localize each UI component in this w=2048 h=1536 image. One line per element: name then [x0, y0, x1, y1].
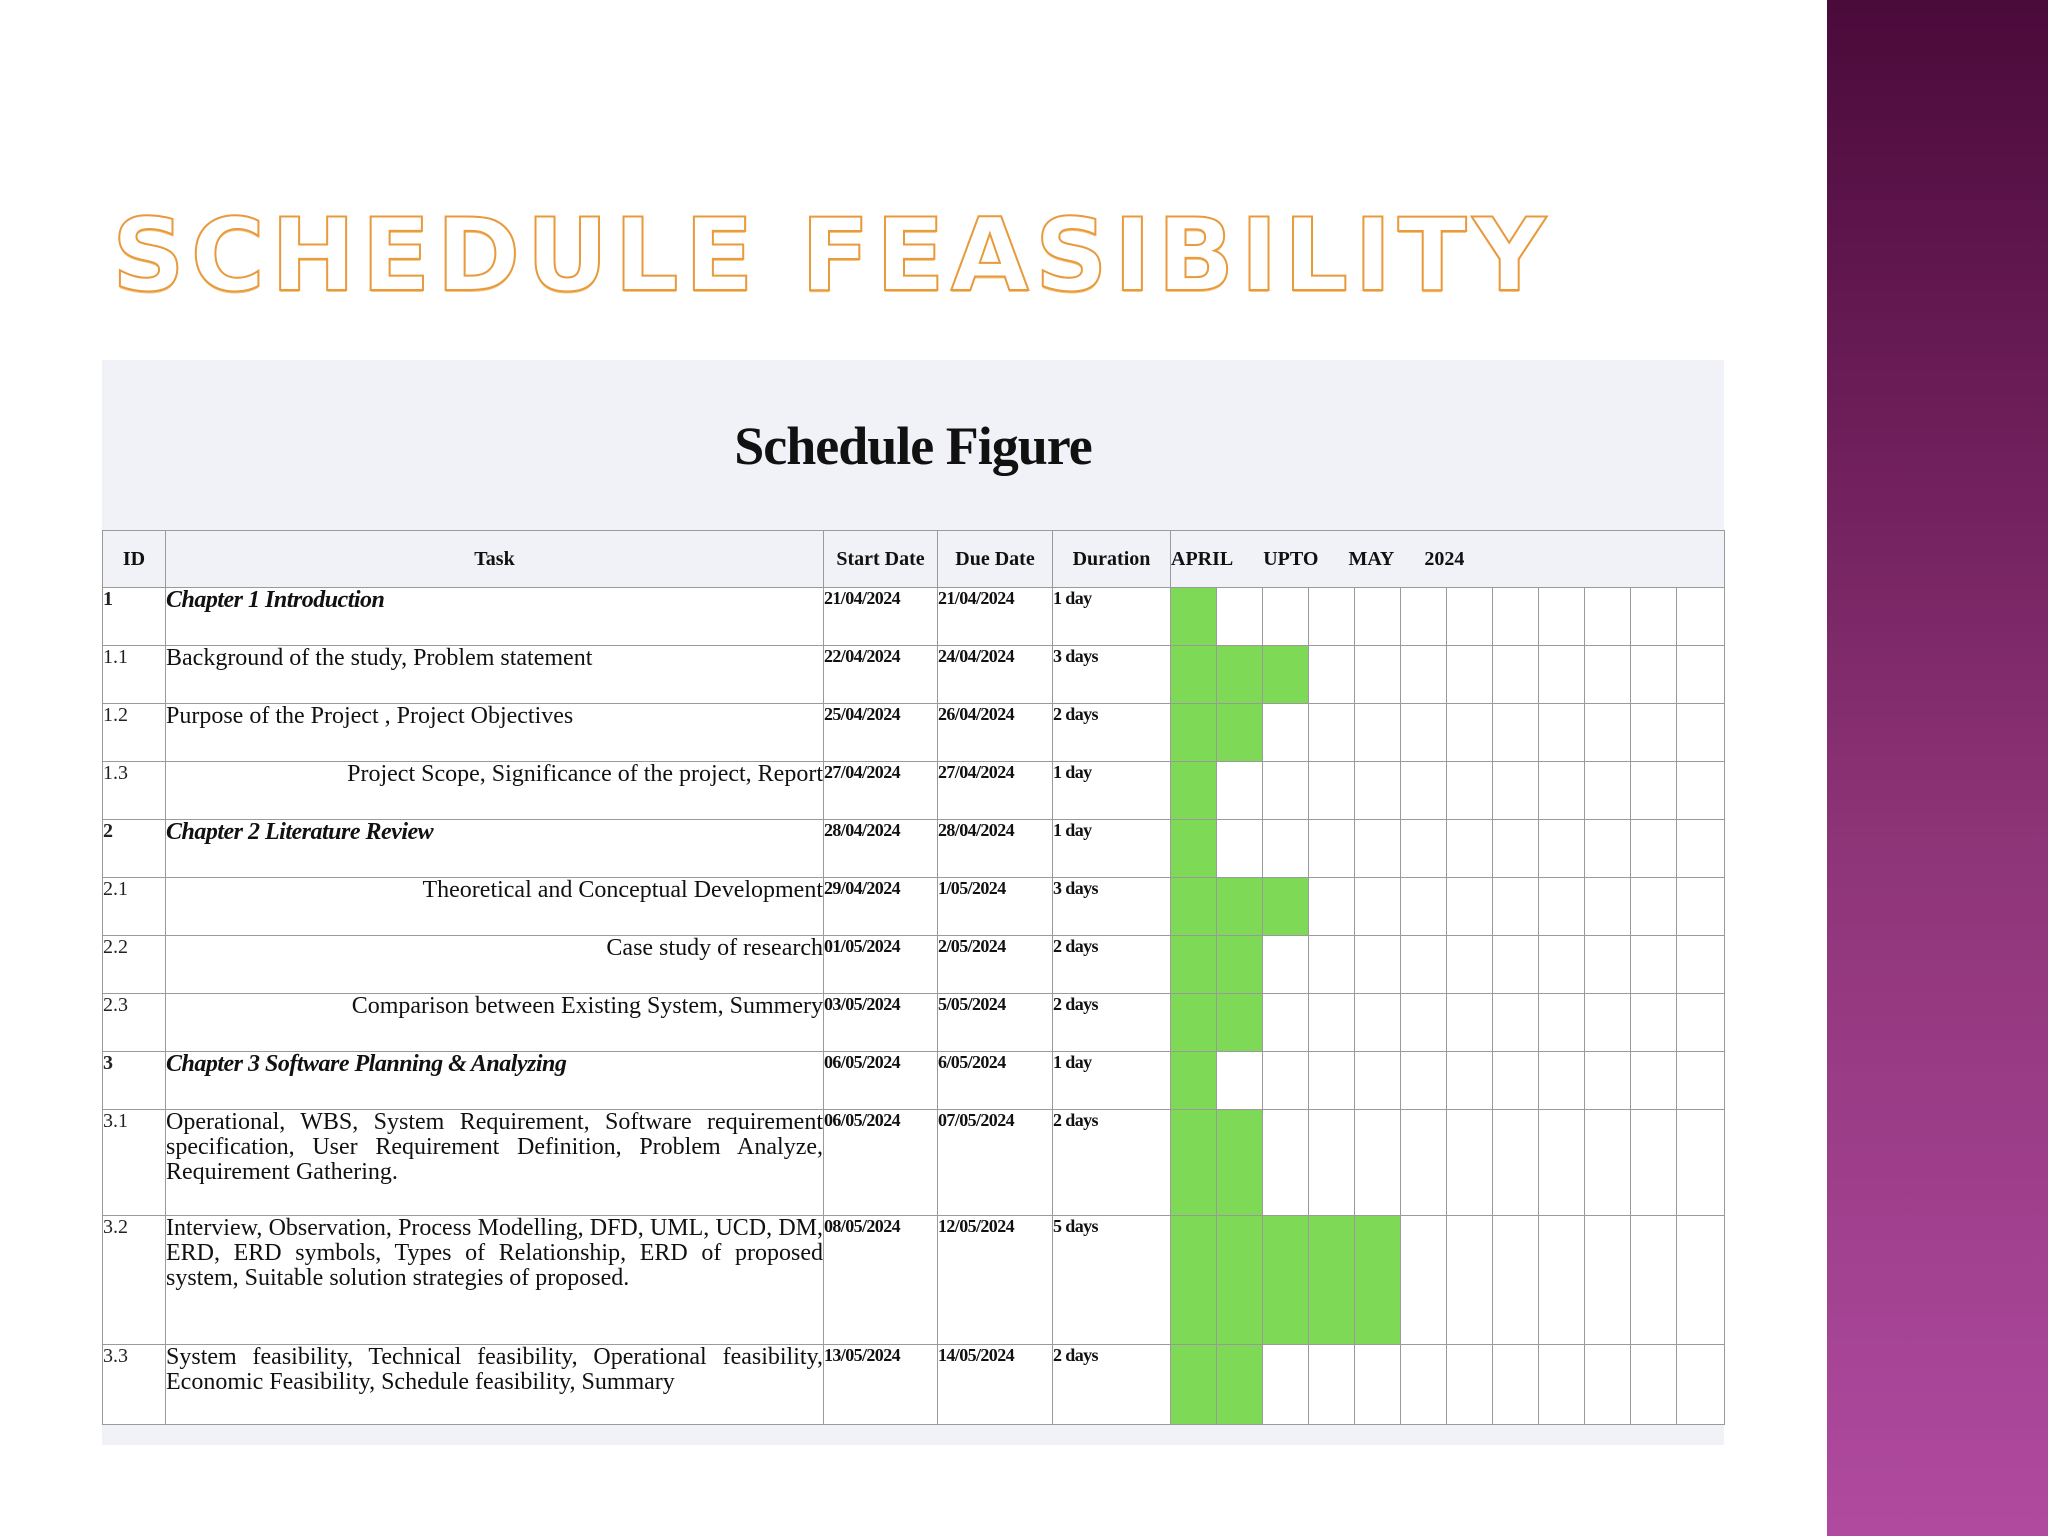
gantt-bar-cell: [1171, 1216, 1217, 1345]
gantt-bar-cell: [1171, 646, 1217, 704]
gantt-empty-cell: [1677, 994, 1725, 1052]
gantt-empty-cell: [1401, 878, 1447, 936]
gantt-bar-cell: [1217, 1216, 1263, 1345]
task-due-date: 07/05/2024: [938, 1110, 1053, 1216]
task-id: 3.3: [103, 1345, 166, 1425]
task-start-date: 06/05/2024: [824, 1052, 938, 1110]
task-id: 3: [103, 1052, 166, 1110]
gantt-empty-cell: [1539, 762, 1585, 820]
table-row: [103, 1052, 1725, 1110]
gantt-empty-cell: [1355, 878, 1401, 936]
gantt-empty-cell: [1401, 704, 1447, 762]
gantt-bar-cell: [1171, 1110, 1217, 1216]
gantt-empty-cell: [1355, 820, 1401, 878]
task-id: 2.2: [103, 936, 166, 994]
gantt-bar-cell: [1171, 994, 1217, 1052]
gantt-empty-cell: [1677, 646, 1725, 704]
task-due-date: 26/04/2024: [938, 704, 1053, 762]
gantt-empty-cell: [1677, 762, 1725, 820]
gantt-empty-cell: [1585, 1345, 1631, 1425]
gantt-empty-cell: [1309, 994, 1355, 1052]
gantt-timeline-header: [1171, 531, 1725, 588]
gantt-empty-cell: [1401, 1110, 1447, 1216]
gantt-empty-cell: [1631, 994, 1677, 1052]
gantt-empty-cell: [1539, 994, 1585, 1052]
gantt-empty-cell: [1447, 1216, 1493, 1345]
gantt-empty-cell: [1447, 1052, 1493, 1110]
gantt-empty-cell: [1631, 1216, 1677, 1345]
task-duration: 1 day: [1053, 588, 1171, 646]
gantt-empty-cell: [1631, 936, 1677, 994]
task-due-date: 14/05/2024: [938, 1345, 1053, 1425]
table-row: [103, 878, 1725, 936]
table-row: [103, 820, 1725, 878]
task-name: Case study of research: [166, 936, 824, 994]
gantt-empty-cell: [1585, 936, 1631, 994]
gantt-empty-cell: [1217, 762, 1263, 820]
gantt-empty-cell: [1585, 646, 1631, 704]
gantt-bar-cell: [1309, 1216, 1355, 1345]
gantt-empty-cell: [1355, 936, 1401, 994]
gantt-empty-cell: [1309, 704, 1355, 762]
task-name: Purpose of the Project , Project Objectives: [166, 704, 824, 762]
gantt-bar-cell: [1171, 820, 1217, 878]
task-duration: 5 days: [1053, 1216, 1171, 1345]
gantt-bar-cell: [1217, 878, 1263, 936]
gantt-empty-cell: [1355, 762, 1401, 820]
gantt-empty-cell: [1263, 994, 1309, 1052]
header-duration: Duration: [1053, 531, 1171, 588]
task-name: Interview, Observation, Process Modelling, DFD, UML, UCD, DM, ERD, ERD symbols, Types of Relationship, ERD of proposed system, Suitable solution strategies of proposed.: [166, 1216, 824, 1345]
gantt-empty-cell: [1631, 588, 1677, 646]
gantt-empty-cell: [1447, 878, 1493, 936]
task-id: 1.1: [103, 646, 166, 704]
task-id: 3.2: [103, 1216, 166, 1345]
gantt-empty-cell: [1631, 704, 1677, 762]
gantt-empty-cell: [1309, 936, 1355, 994]
gantt-empty-cell: [1539, 878, 1585, 936]
gantt-bar-cell: [1217, 646, 1263, 704]
gantt-empty-cell: [1263, 1345, 1309, 1425]
task-due-date: 24/04/2024: [938, 646, 1053, 704]
gantt-empty-cell: [1309, 1345, 1355, 1425]
task-name: Comparison between Existing System, Summery: [166, 994, 824, 1052]
header-due-date: Due Date: [938, 531, 1053, 588]
gantt-empty-cell: [1493, 588, 1539, 646]
table-row: [103, 588, 1725, 646]
gantt-empty-cell: [1493, 1345, 1539, 1425]
gantt-empty-cell: [1355, 1345, 1401, 1425]
gantt-empty-cell: [1263, 820, 1309, 878]
header-task: Task: [166, 531, 824, 588]
gantt-empty-cell: [1677, 1216, 1725, 1345]
gantt-empty-cell: [1447, 1345, 1493, 1425]
gantt-empty-cell: [1585, 878, 1631, 936]
task-duration: 2 days: [1053, 994, 1171, 1052]
gantt-empty-cell: [1309, 878, 1355, 936]
task-duration: 2 days: [1053, 704, 1171, 762]
task-start-date: 22/04/2024: [824, 646, 938, 704]
task-name: Project Scope, Significance of the project, Report: [166, 762, 824, 820]
task-due-date: 28/04/2024: [938, 820, 1053, 878]
gantt-empty-cell: [1493, 704, 1539, 762]
task-start-date: 01/05/2024: [824, 936, 938, 994]
task-id: 2.3: [103, 994, 166, 1052]
gantt-empty-cell: [1263, 936, 1309, 994]
gantt-empty-cell: [1585, 1052, 1631, 1110]
gantt-empty-cell: [1539, 820, 1585, 878]
gantt-empty-cell: [1401, 646, 1447, 704]
task-start-date: 13/05/2024: [824, 1345, 938, 1425]
task-name: Chapter 3 Software Planning & Analyzing: [166, 1052, 824, 1110]
gantt-empty-cell: [1677, 820, 1725, 878]
task-duration: 1 day: [1053, 762, 1171, 820]
gantt-empty-cell: [1217, 588, 1263, 646]
gantt-bar-cell: [1217, 1345, 1263, 1425]
task-name: Chapter 1 Introduction: [166, 588, 824, 646]
gantt-empty-cell: [1447, 1110, 1493, 1216]
task-id: 1.2: [103, 704, 166, 762]
gantt-empty-cell: [1585, 1110, 1631, 1216]
gantt-empty-cell: [1539, 1052, 1585, 1110]
gantt-empty-cell: [1355, 588, 1401, 646]
task-id: 3.1: [103, 1110, 166, 1216]
gantt-empty-cell: [1631, 762, 1677, 820]
gantt-empty-cell: [1217, 820, 1263, 878]
gantt-header-month-start: APRIL: [1171, 547, 1234, 570]
gantt-empty-cell: [1539, 588, 1585, 646]
gantt-empty-cell: [1401, 1216, 1447, 1345]
task-due-date: 6/05/2024: [938, 1052, 1053, 1110]
task-name: Background of the study, Problem statement: [166, 646, 824, 704]
gantt-empty-cell: [1493, 1052, 1539, 1110]
gantt-empty-cell: [1263, 762, 1309, 820]
gantt-empty-cell: [1493, 936, 1539, 994]
gantt-bar-cell: [1217, 994, 1263, 1052]
gantt-empty-cell: [1401, 936, 1447, 994]
table-header-row: [103, 531, 1725, 588]
gantt-bar-cell: [1171, 704, 1217, 762]
gantt-empty-cell: [1401, 762, 1447, 820]
task-duration: 2 days: [1053, 1345, 1171, 1425]
gantt-empty-cell: [1677, 878, 1725, 936]
gantt-empty-cell: [1447, 704, 1493, 762]
gantt-empty-cell: [1493, 994, 1539, 1052]
task-due-date: 12/05/2024: [938, 1216, 1053, 1345]
task-id: 1: [103, 588, 166, 646]
gantt-empty-cell: [1585, 704, 1631, 762]
gantt-empty-cell: [1217, 1052, 1263, 1110]
gantt-empty-cell: [1355, 704, 1401, 762]
table-row: [103, 646, 1725, 704]
gantt-bar-cell: [1263, 1216, 1309, 1345]
task-id: 2: [103, 820, 166, 878]
gantt-empty-cell: [1263, 704, 1309, 762]
gantt-empty-cell: [1539, 646, 1585, 704]
gantt-empty-cell: [1493, 878, 1539, 936]
gantt-bar-cell: [1217, 936, 1263, 994]
decorative-side-band: [1827, 0, 2048, 1536]
task-due-date: 2/05/2024: [938, 936, 1053, 994]
gantt-empty-cell: [1539, 1110, 1585, 1216]
task-start-date: 25/04/2024: [824, 704, 938, 762]
gantt-empty-cell: [1309, 1052, 1355, 1110]
gantt-empty-cell: [1539, 1216, 1585, 1345]
gantt-bar-cell: [1263, 878, 1309, 936]
gantt-bar-cell: [1355, 1216, 1401, 1345]
task-id: 1.3: [103, 762, 166, 820]
gantt-empty-cell: [1493, 1216, 1539, 1345]
task-start-date: 06/05/2024: [824, 1110, 938, 1216]
gantt-header-month-end: MAY: [1348, 547, 1395, 570]
task-due-date: 5/05/2024: [938, 994, 1053, 1052]
gantt-bar-cell: [1171, 1345, 1217, 1425]
gantt-empty-cell: [1585, 820, 1631, 878]
gantt-empty-cell: [1539, 936, 1585, 994]
gantt-empty-cell: [1493, 762, 1539, 820]
gantt-empty-cell: [1631, 1110, 1677, 1216]
gantt-empty-cell: [1447, 646, 1493, 704]
task-name: Operational, WBS, System Requirement, Software requirement specification, User Requirement Definition, Problem Analyze, Requirement Gathering.: [166, 1110, 824, 1216]
task-start-date: 03/05/2024: [824, 994, 938, 1052]
gantt-empty-cell: [1539, 1345, 1585, 1425]
task-start-date: 28/04/2024: [824, 820, 938, 878]
gantt-empty-cell: [1447, 936, 1493, 994]
gantt-bar-cell: [1171, 588, 1217, 646]
task-duration: 3 days: [1053, 878, 1171, 936]
header-start-date: Start Date: [824, 531, 938, 588]
task-name: System feasibility, Technical feasibility, Operational feasibility, Economic Feasibility, Schedule feasibility, Summary: [166, 1345, 824, 1425]
gantt-empty-cell: [1401, 994, 1447, 1052]
table-row: [103, 1216, 1725, 1345]
gantt-empty-cell: [1263, 1110, 1309, 1216]
gantt-empty-cell: [1355, 1110, 1401, 1216]
task-duration: 2 days: [1053, 936, 1171, 994]
gantt-bar-cell: [1217, 704, 1263, 762]
gantt-empty-cell: [1447, 820, 1493, 878]
gantt-empty-cell: [1631, 1345, 1677, 1425]
task-start-date: 08/05/2024: [824, 1216, 938, 1345]
table-row: [103, 704, 1725, 762]
gantt-empty-cell: [1631, 820, 1677, 878]
gantt-bar-cell: [1171, 878, 1217, 936]
task-duration: 2 days: [1053, 1110, 1171, 1216]
gantt-empty-cell: [1631, 878, 1677, 936]
gantt-empty-cell: [1309, 1110, 1355, 1216]
gantt-empty-cell: [1355, 994, 1401, 1052]
gantt-empty-cell: [1677, 1345, 1725, 1425]
task-start-date: 29/04/2024: [824, 878, 938, 936]
task-due-date: 27/04/2024: [938, 762, 1053, 820]
gantt-empty-cell: [1309, 762, 1355, 820]
task-due-date: 21/04/2024: [938, 588, 1053, 646]
gantt-empty-cell: [1355, 1052, 1401, 1110]
header-id: ID: [103, 531, 166, 588]
gantt-empty-cell: [1585, 588, 1631, 646]
gantt-empty-cell: [1355, 646, 1401, 704]
figure-title: Schedule Figure: [734, 416, 1092, 476]
gantt-bar-cell: [1171, 762, 1217, 820]
gantt-empty-cell: [1677, 588, 1725, 646]
table-row: [103, 936, 1725, 994]
slide-title: SCHEDULE FEASIBILITY: [112, 196, 1552, 314]
gantt-empty-cell: [1401, 588, 1447, 646]
gantt-empty-cell: [1401, 1052, 1447, 1110]
gantt-empty-cell: [1585, 762, 1631, 820]
gantt-bar-cell: [1171, 936, 1217, 994]
task-start-date: 27/04/2024: [824, 762, 938, 820]
gantt-empty-cell: [1677, 704, 1725, 762]
table-row: [103, 762, 1725, 820]
gantt-empty-cell: [1493, 1110, 1539, 1216]
task-duration: 3 days: [1053, 646, 1171, 704]
gantt-empty-cell: [1401, 1345, 1447, 1425]
gantt-empty-cell: [1447, 762, 1493, 820]
table-row: [103, 1110, 1725, 1216]
gantt-bar-cell: [1171, 1052, 1217, 1110]
task-start-date: 21/04/2024: [824, 588, 938, 646]
gantt-empty-cell: [1539, 704, 1585, 762]
task-due-date: 1/05/2024: [938, 878, 1053, 936]
gantt-empty-cell: [1309, 646, 1355, 704]
gantt-empty-cell: [1447, 994, 1493, 1052]
gantt-empty-cell: [1263, 588, 1309, 646]
gantt-bar-cell: [1217, 1110, 1263, 1216]
task-name: Theoretical and Conceptual Development: [166, 878, 824, 936]
gantt-empty-cell: [1401, 820, 1447, 878]
gantt-header-year: 2024: [1424, 547, 1465, 570]
gantt-empty-cell: [1677, 936, 1725, 994]
table-row: [103, 1345, 1725, 1425]
gantt-empty-cell: [1631, 1052, 1677, 1110]
gantt-empty-cell: [1263, 1052, 1309, 1110]
table-row: [103, 994, 1725, 1052]
gantt-empty-cell: [1493, 646, 1539, 704]
gantt-empty-cell: [1493, 820, 1539, 878]
schedule-table: [102, 530, 1725, 1425]
gantt-empty-cell: [1585, 1216, 1631, 1345]
gantt-empty-cell: [1585, 994, 1631, 1052]
gantt-empty-cell: [1631, 646, 1677, 704]
schedule-body: [103, 588, 1725, 1425]
gantt-empty-cell: [1677, 1052, 1725, 1110]
gantt-empty-cell: [1309, 820, 1355, 878]
task-duration: 1 day: [1053, 820, 1171, 878]
task-duration: 1 day: [1053, 1052, 1171, 1110]
task-id: 2.1: [103, 878, 166, 936]
gantt-header-upto: UPTO: [1263, 547, 1319, 570]
gantt-empty-cell: [1447, 588, 1493, 646]
gantt-empty-cell: [1677, 1110, 1725, 1216]
gantt-bar-cell: [1263, 646, 1309, 704]
gantt-empty-cell: [1309, 588, 1355, 646]
task-name: Chapter 2 Literature Review: [166, 820, 824, 878]
